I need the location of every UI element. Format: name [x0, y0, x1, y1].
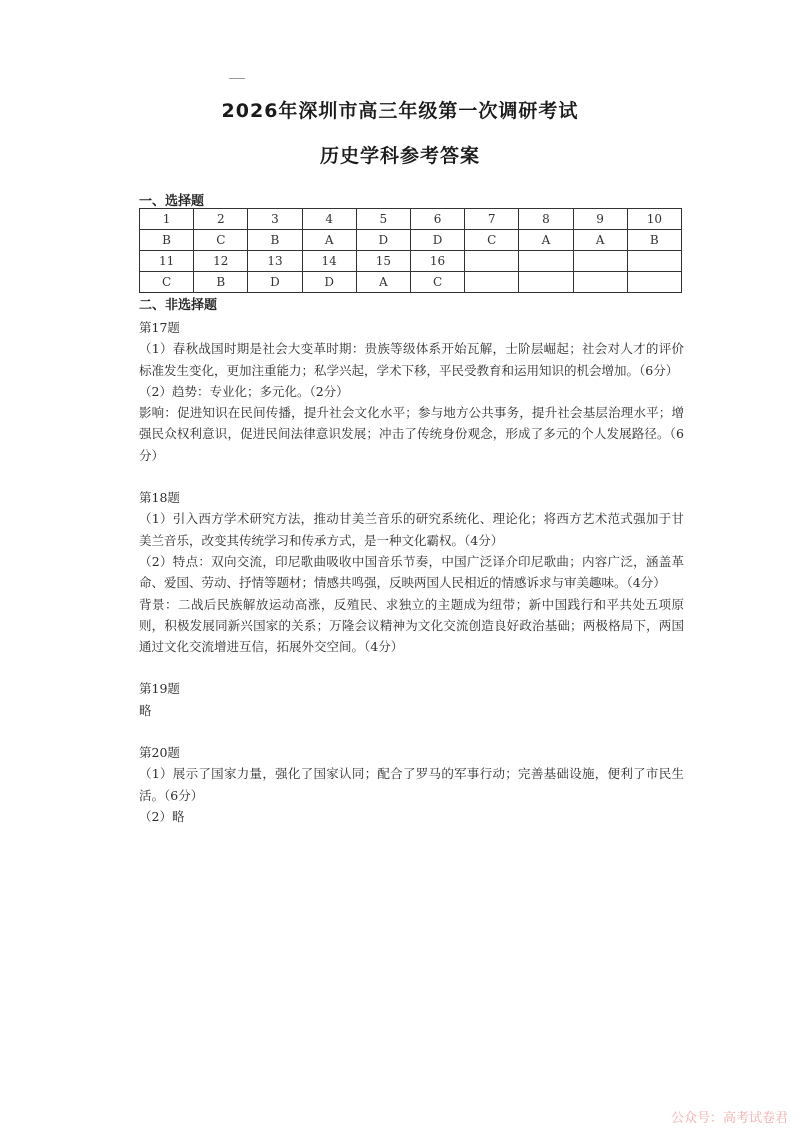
table-cell: C [410, 272, 464, 293]
question-title-19: 第19题 [139, 681, 180, 697]
top-dash-mark [229, 78, 245, 79]
table-cell: 1 [140, 209, 194, 230]
table-cell: 11 [140, 251, 194, 272]
section-heading-nonchoice: 二、非选择题 [139, 298, 218, 313]
table-cell [573, 251, 627, 272]
answer-paragraph: （1）春秋战国时期是社会大变革时期：贵族等级体系开始瓦解，士阶层崛起；社会对人才的评价标准发生变化，更加注重能力；私学兴起，学术下移，平民受教育和运用知识的机会增加。（6分） [139, 341, 684, 378]
table-cell: 5 [356, 209, 410, 230]
table-cell [627, 272, 681, 293]
table-cell: A [573, 230, 627, 251]
table-cell [465, 272, 519, 293]
section-heading-choice: 一、选择题 [139, 194, 205, 209]
table-cell: B [194, 272, 248, 293]
table-cell: C [194, 230, 248, 251]
table-cell: 16 [410, 251, 464, 272]
table-cell: 13 [248, 251, 302, 272]
table-cell: D [248, 272, 302, 293]
table-cell: D [356, 230, 410, 251]
answer-body [139, 317, 684, 827]
table-cell [465, 251, 519, 272]
watermark: 公众号：高考试卷君 [670, 1111, 788, 1126]
table-cell: D [302, 272, 356, 293]
table-cell: D [410, 230, 464, 251]
answer-paragraph: 背景：二战后民族解放运动高涨，反殖民、求独立的主题成为纽带；新中国践行和平共处五项原则，积极发展同新兴国家的关系；万隆会议精神为文化交流创造良好政治基础；两极格局下，两国通过文化交流增进互信，拓展外交空间。（4分） [139, 596, 684, 655]
table-row [140, 272, 682, 293]
table-row [140, 251, 682, 272]
answer-paragraph: （2）略 [139, 808, 185, 824]
table-cell: 3 [248, 209, 302, 230]
table-cell: C [465, 230, 519, 251]
table-cell: 14 [302, 251, 356, 272]
answer-paragraph: （2）趋势：专业化；多元化。（2分） [139, 383, 349, 399]
question-title-20: 第20题 [139, 745, 180, 761]
table-cell: 4 [302, 209, 356, 230]
page-title: 2026年深圳市高三年级第一次调研考试 [221, 100, 579, 122]
table-row [140, 230, 682, 251]
table-cell [627, 251, 681, 272]
table-cell: 2 [194, 209, 248, 230]
table-cell: 10 [627, 209, 681, 230]
answer-paragraph: （2）特点：双向交流，印尼歌曲吸收中国音乐节奏，中国广泛译介印尼歌曲；内容广泛，涵盖革命、爱国、劳动、抒情等题材；情感共鸣强，反映两国人民相近的情感诉求与审美趣味。（4分） [139, 553, 684, 591]
table-cell [573, 272, 627, 293]
answer-paragraph: 略 [139, 702, 152, 718]
answer-table [139, 208, 682, 293]
answer-paragraph: （1）展示了国家力量，强化了国家认同；配合了罗马的军事行动；完善基础设施，便利了市民生活。（6分） [139, 766, 684, 803]
question-title-17: 第17题 [139, 320, 180, 335]
table-cell: 7 [465, 209, 519, 230]
answer-paragraph: 影响：促进知识在民间传播，提升社会文化水平；参与地方公共事务，提升社会基层治理水平；增强民众权利意识，促进民间法律意识发展；冲击了传统身份观念，形成了多元的个人发展路径。（6分） [139, 405, 684, 463]
table-cell: C [140, 272, 194, 293]
answer-paragraph: （1）引入西方学术研究方法，推动甘美兰音乐的研究系统化、理论化；将西方艺术范式强加于甘美兰音乐，改变其传统学习和传承方式，是一种文化霸权。（4分） [139, 511, 684, 548]
table-cell: 12 [194, 251, 248, 272]
table-cell: B [627, 230, 681, 251]
table-cell: A [302, 230, 356, 251]
table-cell [519, 272, 573, 293]
table-cell: B [140, 230, 194, 251]
table-row [140, 209, 682, 230]
table-cell: 15 [356, 251, 410, 272]
table-cell: B [248, 230, 302, 251]
table-cell: 9 [573, 209, 627, 230]
page-subtitle: 历史学科参考答案 [319, 145, 480, 167]
table-cell: A [356, 272, 410, 293]
question-title-18: 第18题 [139, 490, 180, 506]
table-cell: A [519, 230, 573, 251]
table-cell [519, 251, 573, 272]
table-cell: 6 [410, 209, 464, 230]
table-cell: 8 [519, 209, 573, 230]
